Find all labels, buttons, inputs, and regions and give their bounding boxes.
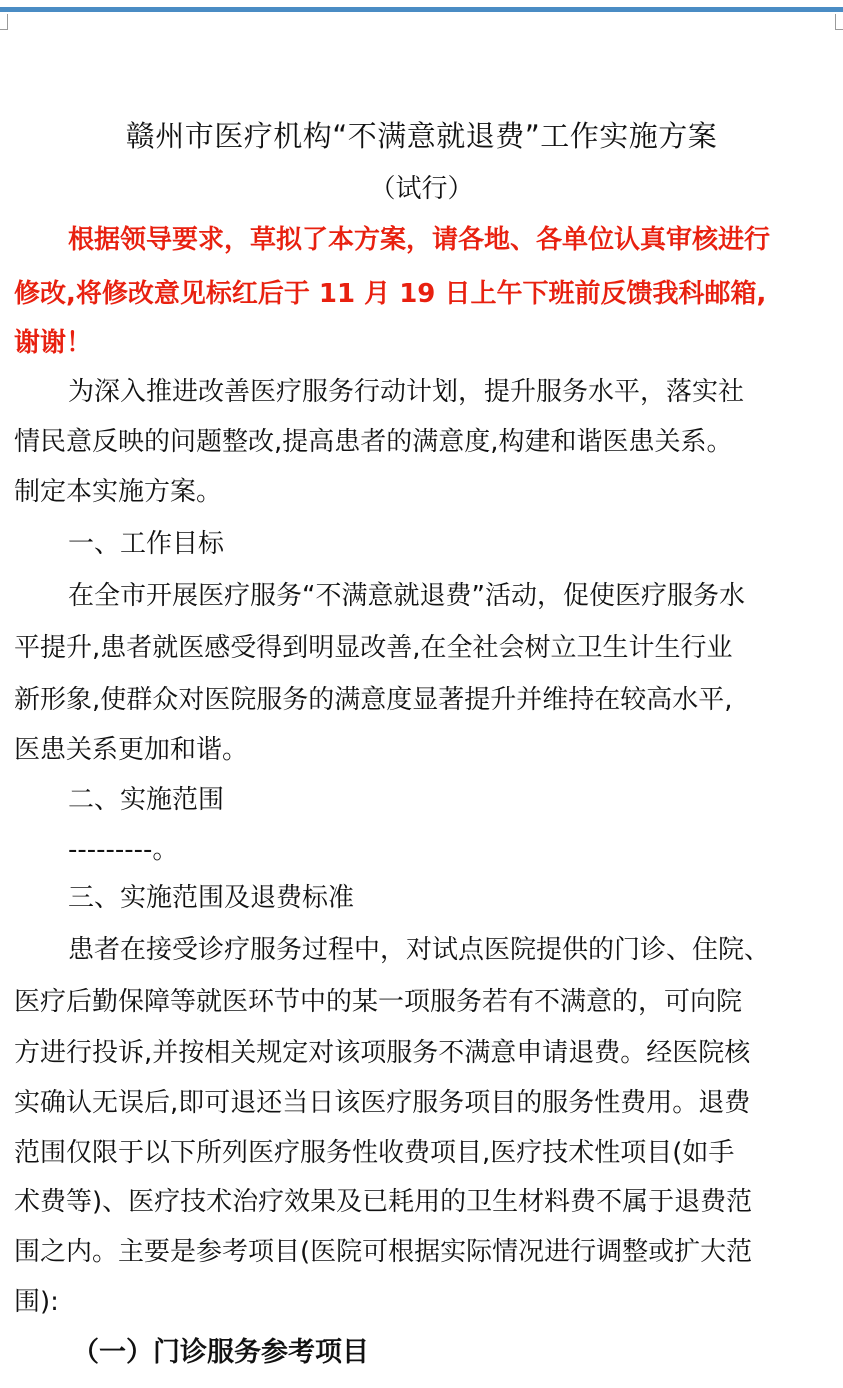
section-body-line: 在全市开展医疗服务“不满意就退费”活动，促使医疗服务水 bbox=[68, 581, 745, 611]
section-body-line: 范围仅限于以下所列医疗服务性收费项目,医疗技术性项目(如手 bbox=[14, 1138, 735, 1168]
intro-line: 为深入推进改善医疗服务行动计划，提升服务水平，落实社 bbox=[68, 377, 745, 407]
subsection-heading: （一）门诊服务参考项目 bbox=[72, 1337, 369, 1368]
section-body-line: 医疗后勤保障等就医环节中的某一项服务若有不满意的，可向院 bbox=[14, 987, 743, 1017]
section-body-line: 患者在接受诊疗服务过程中，对试点医院提供的门诊、住院、 bbox=[68, 935, 771, 965]
notice-line: 谢谢！ bbox=[14, 328, 93, 358]
section-body-line: ---------。 bbox=[68, 835, 179, 865]
section-body-line: 实确认无误后,即可退还当日该医疗服务项目的服务性费用。退费 bbox=[14, 1088, 751, 1118]
section-body-line: 方进行投诉,并按相关规定对该项服务不满意申请退费。经医院核 bbox=[14, 1038, 751, 1068]
section-heading: 二、实施范围 bbox=[68, 785, 225, 815]
section-body-line: 平提升,患者就医感受得到明显改善,在全社会树立卫生计生行业 bbox=[14, 633, 733, 663]
notice-line: 修改,将修改意见标红后于 11 月 19 日上午下班前反馈我科邮箱, bbox=[14, 279, 767, 309]
section-body-line: 围): bbox=[14, 1287, 59, 1317]
intro-line: 情民意反映的问题整改,提高患者的满意度,构建和谐医患关系。 bbox=[14, 427, 733, 457]
notice-line: 根据领导要求，草拟了本方案，请各地、各单位认真审核进行 bbox=[68, 225, 771, 255]
section-heading: 三、实施范围及退费标准 bbox=[68, 883, 355, 913]
intro-line: 制定本实施方案。 bbox=[14, 477, 223, 507]
section-heading: 一、工作目标 bbox=[68, 529, 225, 559]
section-body-line: 新形象,使群众对医院服务的满意度显著提升并维持在较高水平, bbox=[14, 685, 733, 715]
document-title: 赣州市医疗机构“不满意就退费”工作实施方案 bbox=[125, 119, 718, 153]
section-body-line: 围之内。主要是参考项目(医院可根据实际情况进行调整或扩大范 bbox=[14, 1237, 753, 1267]
section-body-line: 术费等)、医疗技术治疗效果及已耗用的卫生材料费不属于退费范 bbox=[14, 1187, 753, 1217]
document-subtitle: （试行） bbox=[369, 174, 474, 204]
section-body-line: 医患关系更加和谐。 bbox=[14, 735, 249, 765]
